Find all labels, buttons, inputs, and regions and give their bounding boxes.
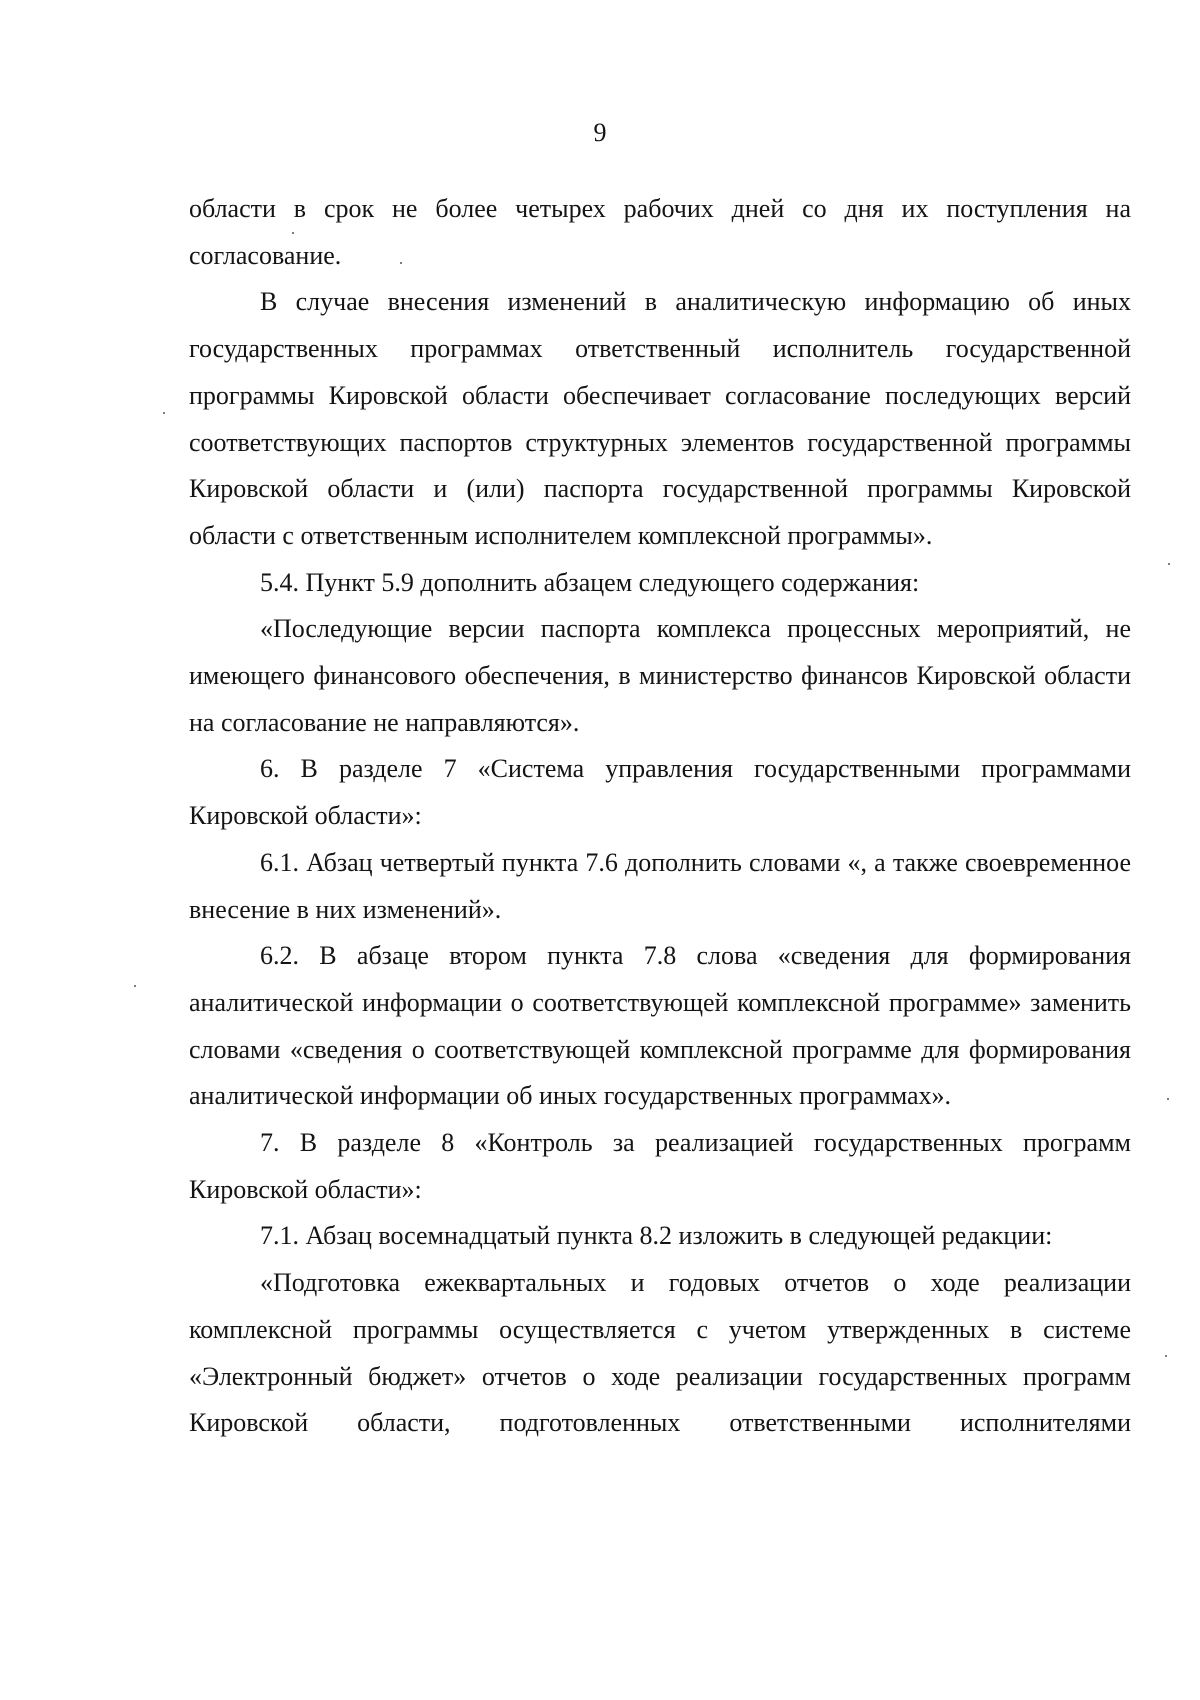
paragraph-item-6: 6. В разделе 7 «Система управления государственными программами Кировской области»: xyxy=(189,754,1131,831)
scan-speck xyxy=(1167,1098,1169,1100)
paragraph-item-5-4: 5.4. Пункт 5.9 дополнить абзацем следующего содержания: xyxy=(260,567,920,597)
paragraph-item-6-1: 6.1. Абзац четвертый пункта 7.6 дополнить словами «, а также своевременное внесение в них изменений». xyxy=(189,847,1131,924)
paragraph-quoted-versions: «Последующие версии паспорта комплекса процессных мероприятий, не имеющего финансового обеспечения, в министерство финансов Кировской области на согласование не направляются». xyxy=(189,614,1131,737)
paragraph-quoted-reports: «Подготовка ежеквартальных и годовых отчетов о ходе реализации комплексной программы осуществляется с учетом утвержденных в системе «Электронный бюджет» отчетов о ходе реализации государственных программ Кировской области, подготовленных ответственными исполнителями xyxy=(189,1268,1131,1438)
scan-speck xyxy=(292,232,294,234)
paragraph-continuation: области в срок не более четырех рабочих дней со дня их поступления на согласование. xyxy=(189,194,1131,270)
scan-speck xyxy=(400,262,402,264)
page-number: 9 xyxy=(593,118,607,147)
document-body xyxy=(189,186,1131,1447)
scan-speck xyxy=(134,985,136,987)
scan-speck xyxy=(1168,563,1170,565)
scan-speck xyxy=(1165,1355,1167,1357)
paragraph-item-7-1: 7.1. Абзац восемнадцатый пункта 8.2 изложить в следующей редакции: xyxy=(260,1221,1053,1251)
paragraph-item-7: 7. В разделе 8 «Контроль за реализацией государственных программ Кировской области»: xyxy=(189,1128,1131,1204)
scan-speck xyxy=(163,412,165,414)
paragraph-analytic-info-changes: В случае внесения изменений в аналитическую информацию об иных государственных программах ответственный исполнитель государственной программы Кировской области обеспечивает согласование последующих версий соответствующих паспортов структурных элементов государственной программы Кировской области и (или) паспорта государственной программы Кировской области с ответственным исполнителем комплексной программы». xyxy=(189,287,1131,550)
paragraph-item-6-2: 6.2. В абзаце втором пункта 7.8 слова «сведения для формирования аналитической информации о соответствующей комплексной программе» заменить словами «сведения о соответствующей комплексной программе для формирования аналитической информации об иных государственных программах». xyxy=(189,941,1131,1111)
